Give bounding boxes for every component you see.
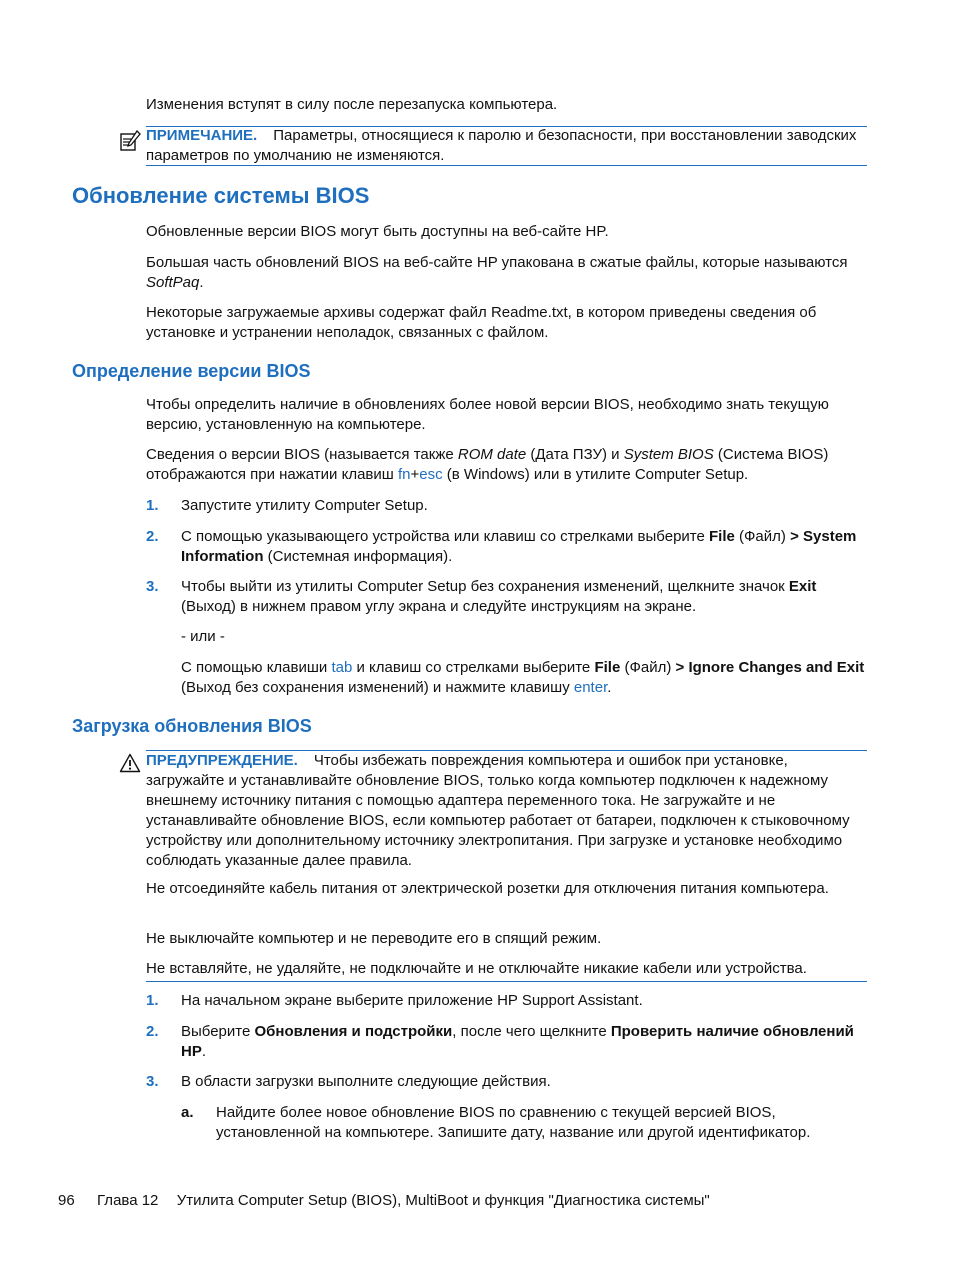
download-step-3: В области загрузки выполните следующие действия. bbox=[181, 1073, 551, 1090]
intro-text: Изменения вступят в силу после перезапуска компьютера. bbox=[146, 96, 558, 113]
update-p2: Большая часть обновлений BIOS на веб-сайте HP упакована в сжатые файлы, которые называются SoftPaq. bbox=[146, 254, 848, 291]
warning-icon bbox=[119, 753, 141, 773]
version-step-number: 3. bbox=[146, 578, 159, 595]
download-substep-letter: а. bbox=[181, 1104, 194, 1121]
chapter-title: Утилита Computer Setup (BIOS), MultiBoot и функция "Диагностика системы" bbox=[176, 1192, 710, 1209]
key-tab: tab bbox=[331, 659, 353, 676]
note-block bbox=[146, 126, 866, 166]
download-step-number: 2. bbox=[146, 1023, 159, 1040]
warning-label: ПРЕДУПРЕЖДЕНИЕ. bbox=[146, 752, 298, 769]
warning-rule-2: Не выключайте компьютер и не переводите его в спящий режим. bbox=[146, 930, 602, 947]
section-title-update: Обновление системы BIOS bbox=[72, 183, 370, 208]
download-step-1: На начальном экране выберите приложение HP Support Assistant. bbox=[181, 992, 643, 1009]
page-footer bbox=[58, 1191, 710, 1211]
update-p3: Некоторые загружаемые архивы содержат файл Readme.txt, в котором приведены сведения об установке и устранении неполадок, связанных с файлом. bbox=[146, 304, 817, 341]
section-title-download: Загрузка обновления BIOS bbox=[72, 716, 312, 736]
warning-rule-1: Не отсоединяйте кабель питания от электрической розетки для отключения питания компьютера. bbox=[146, 880, 829, 897]
update-p1: Обновленные версии BIOS могут быть доступны на веб-сайте HP. bbox=[146, 223, 609, 240]
download-step-number: 1. bbox=[146, 992, 159, 1009]
warning-block bbox=[146, 751, 866, 871]
version-step-1: Запустите утилиту Computer Setup. bbox=[181, 497, 428, 514]
version-p2: Сведения о версии BIOS (называется также ROM date (Дата ПЗУ) и System BIOS (Система BIOS) отображаются при нажатии клавиш fn+esc (в Windows) или в утилите Computer Setup. bbox=[146, 446, 829, 483]
download-step-number: 3. bbox=[146, 1073, 159, 1090]
key-esc: esc bbox=[419, 466, 443, 483]
softpaq-term: SoftPaq bbox=[146, 274, 200, 291]
version-step-number: 2. bbox=[146, 528, 159, 545]
version-step-3: Чтобы выйти из утилиты Computer Setup без сохранения изменений, щелкните значок Exit (Выход) в нижнем правом углу экрана и следуйте инструкциям на экране. bbox=[181, 578, 817, 615]
key-enter: enter bbox=[573, 679, 608, 696]
warning-text: Чтобы избежать повреждения компьютера и ошибок при установке, загружайте и устанавливайте обновление BIOS, только когда компьютер подключен к надежному внешнему источнику питания с помощью адаптера переменного тока. Не загружайте и не устанавливайте обновление BIOS, если компьютер работает от батареи, подключен к стыковочному устройству или дополнительному источнику электропитания. При загрузке и установке необходимо соблюдать указанные далее правила. bbox=[146, 752, 850, 869]
warning-bottom-rule bbox=[146, 981, 867, 982]
page-number: 96 bbox=[58, 1192, 75, 1209]
note-bottom-rule bbox=[146, 165, 867, 166]
or-separator: - или - bbox=[181, 628, 225, 645]
note-icon bbox=[118, 130, 142, 152]
warning-rule-3: Не вставляйте, не удаляйте, не подключайте и не отключайте никакие кабели или устройства. bbox=[146, 960, 807, 977]
note-text: Параметры, относящиеся к паролю и безопасности, при восстановлении заводских параметров по умолчанию не изменяются. bbox=[146, 127, 857, 164]
download-step-2: Выберите Обновления и подстройки, после чего щелкните Проверить наличие обновлений HP. bbox=[181, 1023, 854, 1060]
section-title-version: Определение версии BIOS bbox=[72, 361, 311, 381]
download-substep-a: Найдите более новое обновление BIOS по сравнению с текущей версией BIOS, установленной на компьютере. Запишите дату, название или другой идентификатор. bbox=[216, 1104, 811, 1141]
version-step-number: 1. bbox=[146, 497, 159, 514]
version-alt-instructions: С помощью клавиши tab и клавиш со стрелками выберите File (Файл) > Ignore Changes and Exit (Выход без сохранения изменений) и нажмите клавишу enter. bbox=[181, 659, 865, 696]
version-p1: Чтобы определить наличие в обновлениях более новой версии BIOS, необходимо знать текущую версию, установленную на компьютере. bbox=[146, 396, 829, 433]
chapter-label: Глава 12 bbox=[97, 1192, 159, 1209]
key-fn: fn bbox=[397, 466, 411, 483]
note-label: ПРИМЕЧАНИЕ. bbox=[146, 127, 258, 144]
version-step-2: С помощью указывающего устройства или клавиш со стрелками выберите File (Файл) > System Information (Системная информация). bbox=[181, 528, 857, 565]
